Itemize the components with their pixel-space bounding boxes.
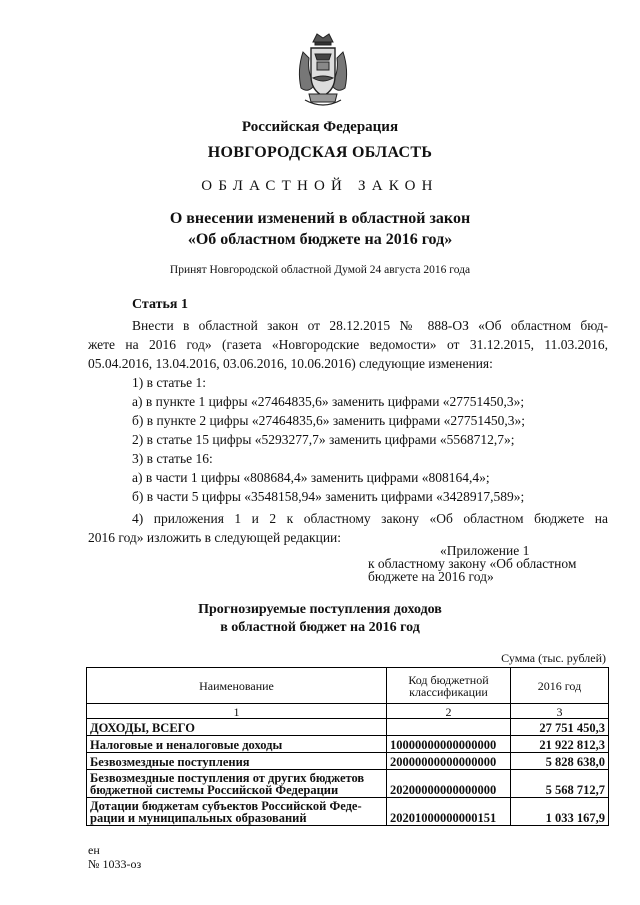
adoption-note: Принят Новгородской областной Думой 24 августа 2016 года (169, 264, 471, 276)
row-name: Безвозмездные поступления (87, 753, 387, 770)
article-heading: Статья 1 (132, 297, 188, 312)
article-line: 3) в статье 16: (132, 451, 213, 466)
article-line: 2) в статье 15 цифры «5293277,7» заменить цифрами «5568712,7»; (132, 432, 515, 447)
article-line: а) в части 1 цифры «808684,4» заменить цифрами «808164,4»; (132, 470, 490, 485)
article-line: а) в пункте 1 цифры «27464835,6» заменить цифрами «27751450,3»; (132, 394, 525, 409)
footer-initials: ен (88, 843, 100, 857)
row-value: 21 922 812,3 (511, 736, 609, 753)
row-name: Безвозмездные поступления от других бюджетов бюджетной системы Российской Федерации (87, 770, 387, 798)
article-line: 2016 год» изложить в следующей редакции: (88, 530, 342, 545)
row-code: 20200000000000000 (387, 770, 511, 798)
header-name: Наименование (87, 668, 387, 704)
row-code: 10000000000000000 (387, 736, 511, 753)
column-number: 3 (511, 704, 609, 719)
law-type: ОБЛАСТНОЙ ЗАКОН (201, 178, 439, 194)
table-row (87, 753, 609, 770)
article-line: жете на 2016 год» (газета «Новгородские ведомости» от 31.12.2015, 11.03.2016, (88, 337, 608, 352)
table-row (87, 719, 609, 736)
annex-reference: к областному закону «Об областном (368, 556, 577, 571)
article-line: 4) приложения 1 и 2 к областному закону «Об областном бюджете на (132, 511, 608, 526)
article-line: 1) в статье 1: (132, 375, 206, 390)
table-row (87, 798, 609, 826)
coat-of-arms-icon (295, 30, 351, 110)
row-name: ДОХОДЫ, ВСЕГО (87, 719, 387, 736)
column-number-row (87, 704, 609, 719)
header-code: Код бюджетной классификации (387, 668, 511, 704)
annex-label: «Приложение 1 (440, 543, 530, 558)
row-value: 5 568 712,7 (511, 770, 609, 798)
table-unit: Сумма (тыс. рублей) (501, 651, 606, 665)
table-row (87, 736, 609, 753)
article-line: 05.04.2016, 13.04.2016, 03.06.2016, 10.06.2016) следующие изменения: (88, 356, 493, 371)
article-line: Внести в областной закон от 28.12.2015 № 888-ОЗ «Об областном бюд- (132, 318, 608, 333)
row-code: 20201000000000151 (387, 798, 511, 826)
table-title-line2: в областной бюджет на 2016 год (220, 620, 420, 635)
table-row (87, 770, 609, 798)
column-number: 2 (387, 704, 511, 719)
row-name: Дотации бюджетам субъектов Российской Феде-рации и муниципальных образований (87, 798, 387, 826)
header-year: 2016 год (511, 668, 609, 704)
article-line: б) в части 5 цифры «3548158,94» заменить цифрами «3428917,589»; (132, 489, 525, 504)
row-value: 5 828 638,0 (511, 753, 609, 770)
footer-law-number: № 1033-оз (88, 857, 142, 871)
law-title-line2: «Об областном бюджете на 2016 год» (187, 231, 453, 248)
law-title-line1: О внесении изменений в областной закон (169, 210, 471, 227)
row-name: Налоговые и неналоговые доходы (87, 736, 387, 753)
annex-reference-2: бюджете на 2016 год» (368, 569, 494, 584)
country-name: Российская Федерация (241, 119, 399, 135)
row-value: 1 033 167,9 (511, 798, 609, 826)
row-code: 20000000000000000 (387, 753, 511, 770)
column-number: 1 (87, 704, 387, 719)
row-value: 27 751 450,3 (511, 719, 609, 736)
revenue-table (86, 667, 609, 826)
table-header-row (87, 668, 609, 704)
article-line: б) в пункте 2 цифры «27464835,6» заменить цифрами «27751450,3»; (132, 413, 526, 428)
table-title-line1: Прогнозируемые поступления доходов (198, 602, 442, 617)
region-name: НОВГОРОДСКАЯ ОБЛАСТЬ (207, 144, 433, 161)
row-code (387, 719, 511, 736)
